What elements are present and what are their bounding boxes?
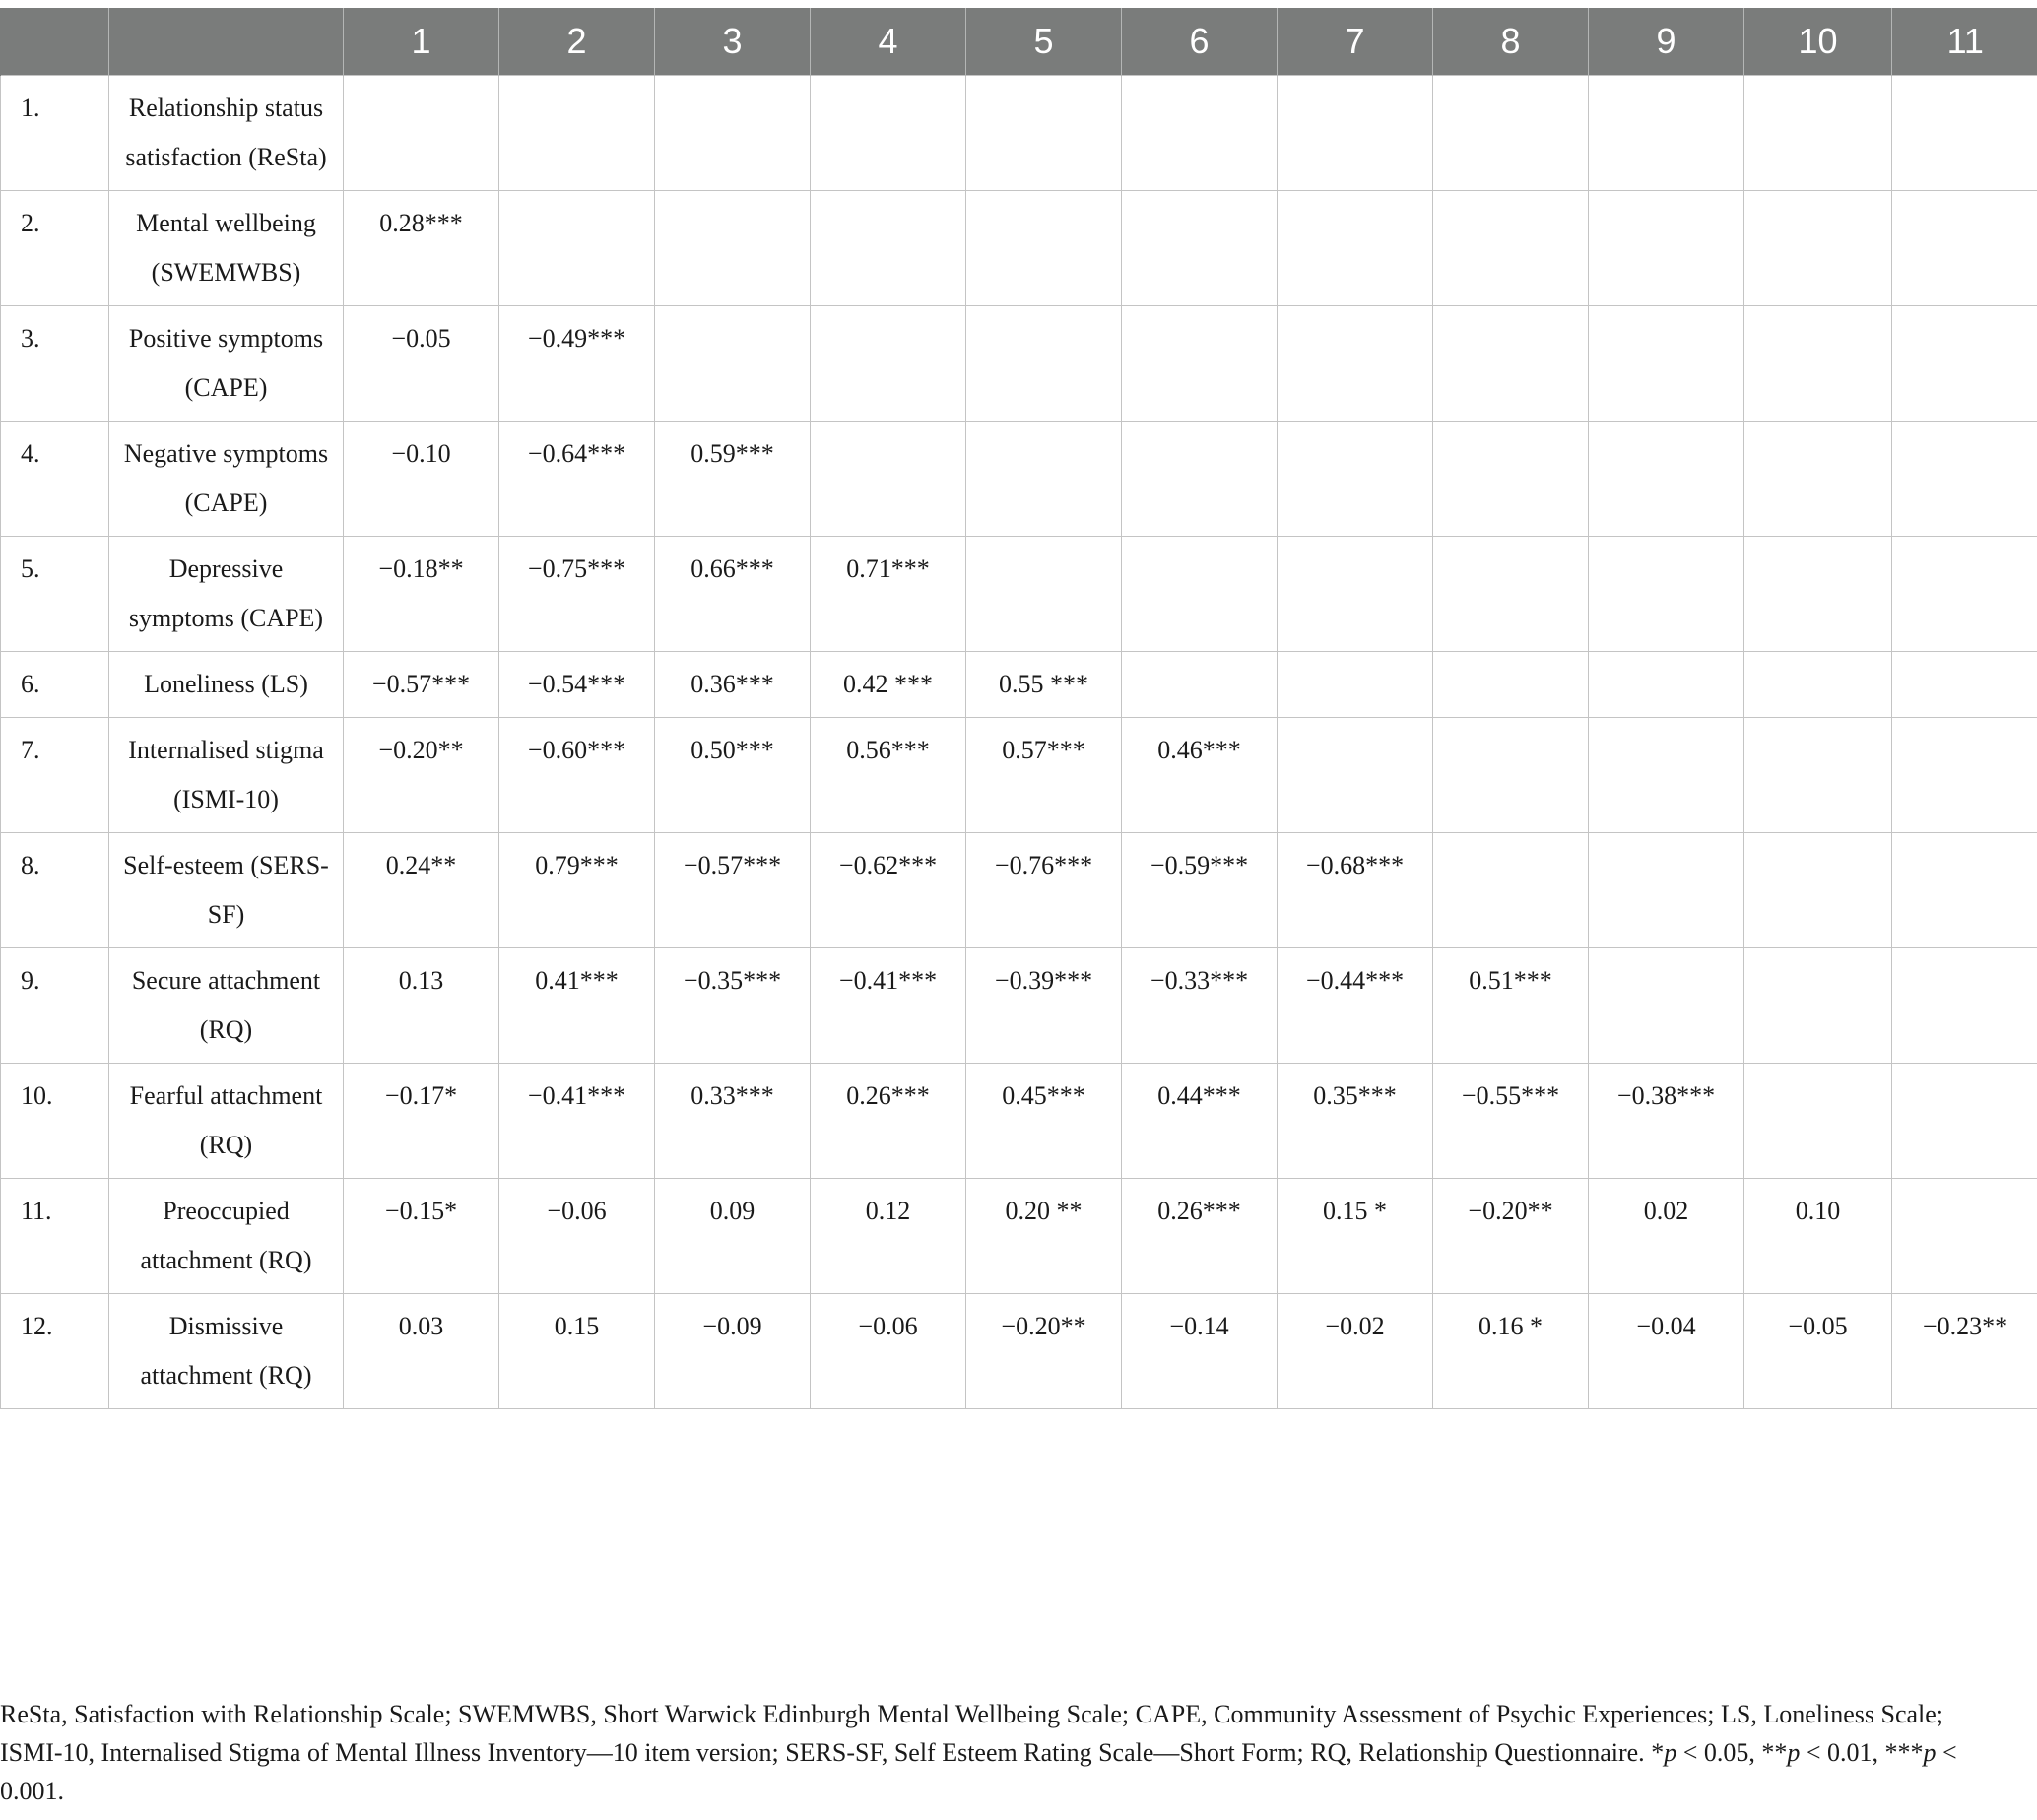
correlation-cell: −0.10 — [344, 422, 499, 537]
row-number: 11. — [1, 1179, 109, 1294]
column-header: 5 — [966, 8, 1122, 76]
row-variable-label: Relationship status satisfaction (ReSta) — [109, 76, 344, 191]
correlation-cell: −0.05 — [1744, 1294, 1892, 1409]
correlation-cell: 0.10 — [1744, 1179, 1892, 1294]
row-variable-label: Mental wellbeing (SWEMWBS) — [109, 191, 344, 306]
column-header-blank — [1, 8, 109, 76]
correlation-cell — [1433, 537, 1589, 652]
row-number: 1. — [1, 76, 109, 191]
row-variable-label: Dismissive attachment (RQ) — [109, 1294, 344, 1409]
table-row — [1, 718, 2037, 833]
correlation-cell — [811, 422, 966, 537]
correlation-cell — [1892, 537, 2037, 652]
correlation-cell — [1122, 76, 1278, 191]
table-row — [1, 652, 2037, 718]
correlation-cell — [1892, 306, 2037, 422]
row-variable-label: Secure attachment (RQ) — [109, 948, 344, 1064]
column-header: 11 — [1892, 8, 2037, 76]
correlation-cell: 0.28*** — [344, 191, 499, 306]
correlation-cell: 0.79*** — [499, 833, 655, 948]
correlation-cell: 0.56*** — [811, 718, 966, 833]
correlation-cell — [966, 537, 1122, 652]
correlation-cell — [1433, 422, 1589, 537]
correlation-table — [0, 8, 2037, 1409]
correlation-cell — [1433, 191, 1589, 306]
correlation-cell — [344, 76, 499, 191]
correlation-cell — [966, 306, 1122, 422]
correlation-cell — [1278, 537, 1433, 652]
correlation-cell: −0.41*** — [499, 1064, 655, 1179]
row-number: 6. — [1, 652, 109, 718]
correlation-cell — [655, 191, 811, 306]
correlation-cell — [1122, 191, 1278, 306]
correlation-cell: −0.17* — [344, 1064, 499, 1179]
correlation-cell — [1744, 422, 1892, 537]
correlation-cell: 0.33*** — [655, 1064, 811, 1179]
correlation-cell: 0.41*** — [499, 948, 655, 1064]
correlation-cell: −0.49*** — [499, 306, 655, 422]
correlation-cell: −0.62*** — [811, 833, 966, 948]
correlation-cell — [811, 306, 966, 422]
correlation-cell: −0.57*** — [655, 833, 811, 948]
correlation-cell — [1892, 422, 2037, 537]
row-variable-label: Fearful attachment (RQ) — [109, 1064, 344, 1179]
correlation-cell: −0.68*** — [1278, 833, 1433, 948]
column-header: 6 — [1122, 8, 1278, 76]
correlation-cell: −0.23** — [1892, 1294, 2037, 1409]
correlation-cell: −0.64*** — [499, 422, 655, 537]
correlation-cell — [1744, 948, 1892, 1064]
correlation-cell: 0.66*** — [655, 537, 811, 652]
correlation-cell — [1892, 1064, 2037, 1179]
correlation-cell: 0.15 — [499, 1294, 655, 1409]
row-number: 3. — [1, 306, 109, 422]
row-number: 12. — [1, 1294, 109, 1409]
correlation-cell — [1892, 191, 2037, 306]
row-number: 4. — [1, 422, 109, 537]
correlation-cell — [1744, 76, 1892, 191]
footnote-sig-1: *p < 0.05, — [1651, 1738, 1762, 1767]
correlation-cell: 0.59*** — [655, 422, 811, 537]
correlation-cell: 0.03 — [344, 1294, 499, 1409]
correlation-cell — [1433, 76, 1589, 191]
correlation-cell — [1278, 422, 1433, 537]
correlation-cell: −0.09 — [655, 1294, 811, 1409]
correlation-cell: −0.20** — [1433, 1179, 1589, 1294]
correlation-cell — [1892, 652, 2037, 718]
correlation-cell: 0.57*** — [966, 718, 1122, 833]
correlation-cell — [1122, 306, 1278, 422]
correlation-cell: −0.15* — [344, 1179, 499, 1294]
column-header: 3 — [655, 8, 811, 76]
table-row — [1, 948, 2037, 1064]
column-header: 10 — [1744, 8, 1892, 76]
correlation-cell — [499, 76, 655, 191]
correlation-cell — [966, 422, 1122, 537]
correlation-cell: 0.55 *** — [966, 652, 1122, 718]
table-header — [1, 8, 2037, 76]
column-header: 9 — [1589, 8, 1744, 76]
table-row — [1, 306, 2037, 422]
correlation-cell: −0.57*** — [344, 652, 499, 718]
correlation-cell: −0.60*** — [499, 718, 655, 833]
correlation-cell: 0.20 ** — [966, 1179, 1122, 1294]
correlation-cell: 0.24** — [344, 833, 499, 948]
correlation-cell: 0.26*** — [1122, 1179, 1278, 1294]
correlation-cell: −0.02 — [1278, 1294, 1433, 1409]
row-variable-label: Internalised stigma (ISMI-10) — [109, 718, 344, 833]
correlation-cell: −0.06 — [811, 1294, 966, 1409]
correlation-cell: −0.41*** — [811, 948, 966, 1064]
table-row — [1, 537, 2037, 652]
correlation-cell — [1278, 306, 1433, 422]
row-number: 10. — [1, 1064, 109, 1179]
correlation-cell: −0.20** — [344, 718, 499, 833]
correlation-cell — [1744, 1064, 1892, 1179]
table-row — [1, 1179, 2037, 1294]
correlation-cell: −0.35*** — [655, 948, 811, 1064]
table-row — [1, 76, 2037, 191]
correlation-cell — [1589, 652, 1744, 718]
correlation-cell — [1589, 422, 1744, 537]
column-header: 7 — [1278, 8, 1433, 76]
correlation-cell — [499, 191, 655, 306]
correlation-cell: −0.44*** — [1278, 948, 1433, 1064]
correlation-cell: 0.51*** — [1433, 948, 1589, 1064]
correlation-cell — [1892, 1179, 2037, 1294]
column-header: 1 — [344, 8, 499, 76]
correlation-cell: 0.35*** — [1278, 1064, 1433, 1179]
row-variable-label: Positive symptoms (CAPE) — [109, 306, 344, 422]
correlation-cell: 0.02 — [1589, 1179, 1744, 1294]
correlation-cell — [1589, 833, 1744, 948]
footnote-sig-2: **p < 0.01, — [1761, 1738, 1885, 1767]
row-variable-label: Negative symptoms (CAPE) — [109, 422, 344, 537]
correlation-cell — [1589, 306, 1744, 422]
correlation-cell — [655, 306, 811, 422]
correlation-cell — [1278, 76, 1433, 191]
correlation-cell: 0.26*** — [811, 1064, 966, 1179]
correlation-cell — [811, 76, 966, 191]
correlation-cell: −0.38*** — [1589, 1064, 1744, 1179]
correlation-cell: 0.15 * — [1278, 1179, 1433, 1294]
row-number: 5. — [1, 537, 109, 652]
correlation-cell — [1278, 191, 1433, 306]
row-number: 7. — [1, 718, 109, 833]
correlation-cell — [1892, 833, 2037, 948]
correlation-cell — [1744, 718, 1892, 833]
row-variable-label: Depressive symptoms (CAPE) — [109, 537, 344, 652]
correlation-cell: 0.42 *** — [811, 652, 966, 718]
correlation-cell: 0.44*** — [1122, 1064, 1278, 1179]
column-header: 4 — [811, 8, 966, 76]
correlation-cell — [1589, 76, 1744, 191]
correlation-cell: −0.39*** — [966, 948, 1122, 1064]
correlation-cell: −0.55*** — [1433, 1064, 1589, 1179]
correlation-cell — [1589, 537, 1744, 652]
correlation-cell — [1433, 306, 1589, 422]
correlation-cell: −0.05 — [344, 306, 499, 422]
correlation-cell: 0.13 — [344, 948, 499, 1064]
correlation-cell — [1122, 537, 1278, 652]
correlation-cell — [1744, 833, 1892, 948]
correlation-cell — [811, 191, 966, 306]
correlation-cell — [1433, 652, 1589, 718]
correlation-cell — [1433, 833, 1589, 948]
correlation-cell: 0.12 — [811, 1179, 966, 1294]
correlation-cell: 0.09 — [655, 1179, 811, 1294]
row-variable-label: Preoccupied attachment (RQ) — [109, 1179, 344, 1294]
correlation-cell: −0.76*** — [966, 833, 1122, 948]
correlation-cell — [655, 76, 811, 191]
correlation-cell — [966, 191, 1122, 306]
row-number: 9. — [1, 948, 109, 1064]
table-row — [1, 191, 2037, 306]
correlation-cell: −0.14 — [1122, 1294, 1278, 1409]
correlation-cell: 0.50*** — [655, 718, 811, 833]
table-row — [1, 1294, 2037, 1409]
correlation-cell: −0.75*** — [499, 537, 655, 652]
row-number: 2. — [1, 191, 109, 306]
correlation-cell: 0.36*** — [655, 652, 811, 718]
table-row — [1, 1064, 2037, 1179]
correlation-cell: 0.16 * — [1433, 1294, 1589, 1409]
correlation-cell — [1122, 422, 1278, 537]
correlation-cell — [1744, 537, 1892, 652]
table-body — [1, 76, 2037, 1409]
correlation-cell — [1433, 718, 1589, 833]
table-footnote — [0, 1695, 2009, 1810]
column-header: 8 — [1433, 8, 1589, 76]
correlation-cell — [966, 76, 1122, 191]
correlation-cell — [1744, 652, 1892, 718]
correlation-cell — [1744, 306, 1892, 422]
correlation-cell: 0.46*** — [1122, 718, 1278, 833]
correlation-cell: −0.20** — [966, 1294, 1122, 1409]
correlation-cell: −0.06 — [499, 1179, 655, 1294]
column-header-blank — [109, 8, 344, 76]
correlation-cell — [1278, 652, 1433, 718]
footnote-abbreviations: ReSta, Satisfaction with Relationship Scale; SWEMWBS, Short Warwick Edinburgh Mental Wellbeing Scale; CAPE, Community Assessment of Psychic Experiences; LS, Loneliness Scale; ISMI-10, Internalised Stigma of Mental Illness Inventory—10 item version; SERS-SF, Self Esteem Rating Scale—Short Form; RQ, Relationship Questionnaire. — [0, 1700, 1944, 1767]
correlation-cell — [1589, 718, 1744, 833]
correlation-cell: −0.59*** — [1122, 833, 1278, 948]
correlation-cell — [1589, 948, 1744, 1064]
correlation-cell — [1589, 191, 1744, 306]
row-variable-label: Self-esteem (SERS-SF) — [109, 833, 344, 948]
correlation-cell: 0.45*** — [966, 1064, 1122, 1179]
correlation-cell — [1122, 652, 1278, 718]
header-row — [1, 8, 2037, 76]
correlation-cell — [1892, 76, 2037, 191]
correlation-cell — [1278, 718, 1433, 833]
column-header: 2 — [499, 8, 655, 76]
correlation-cell: −0.54*** — [499, 652, 655, 718]
row-variable-label: Loneliness (LS) — [109, 652, 344, 718]
table-row — [1, 833, 2037, 948]
correlation-cell — [1892, 948, 2037, 1064]
row-number: 8. — [1, 833, 109, 948]
table-row — [1, 422, 2037, 537]
footnote-sig-3: ***p < 0.001. — [0, 1738, 1957, 1805]
correlation-cell: −0.18** — [344, 537, 499, 652]
correlation-cell: −0.04 — [1589, 1294, 1744, 1409]
correlation-cell: 0.71*** — [811, 537, 966, 652]
correlation-cell — [1892, 718, 2037, 833]
correlation-cell — [1744, 191, 1892, 306]
correlation-cell: −0.33*** — [1122, 948, 1278, 1064]
